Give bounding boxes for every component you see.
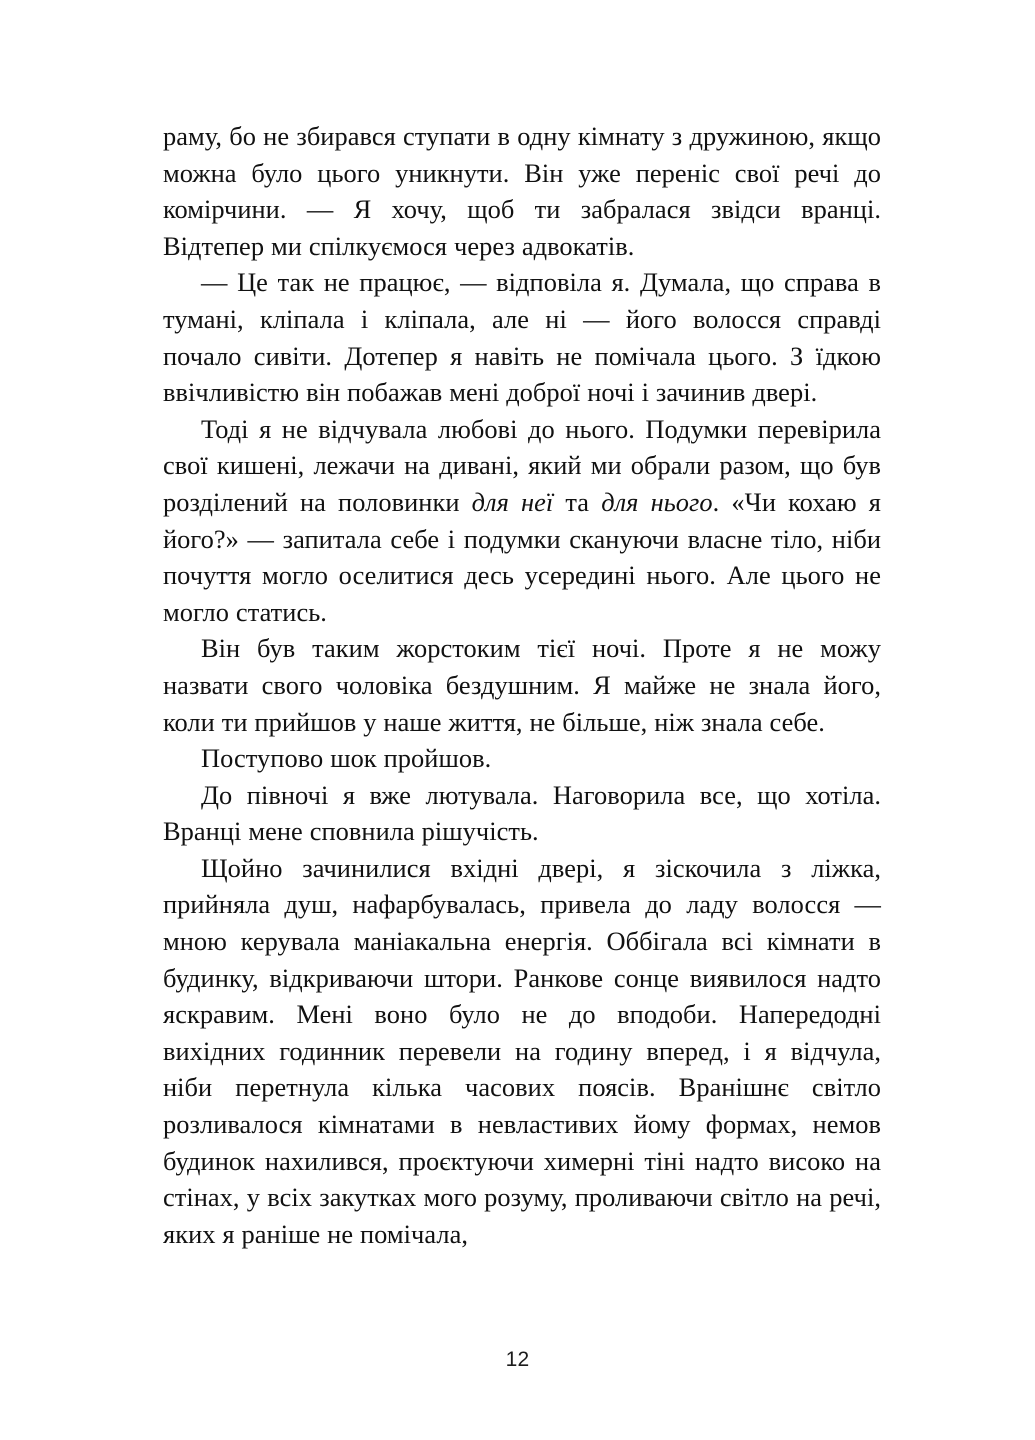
body-paragraph bbox=[163, 740, 881, 777]
body-text: До півночі я вже лютувала. Наговорила все, що хотіла. Вранці мене сповнила рішучість. bbox=[163, 779, 881, 847]
body-text: раму, бо не збирався ступати в одну кімнату з дружиною, якщо можна було цього уникнути. Він уже переніс свої речі до комірчини. — Я хочу, щоб ти забралася звідси вранці. Відтепер ми спілкуємося через адвокатів. bbox=[163, 121, 881, 261]
body-text: Щойно зачинилися вхідні двері, я зіскочила з ліжка, прийняла душ, нафарбувалась, привела до ладу волосся — мною керувала маніакальна енергія. Оббігала всі кімнати в будинку, відкриваючи штори. Ранкове сонце виявилося надто яскравим. Мені воно було не до вподоби. Напередодні вихідних годинник перевели на годину вперед, і я відчула, ніби перетнула кілька часових поясів. Вранішнє світло розливалося кімнатами в невластивих йому формах, немов будинок нахилився, проєктуючи химерні тіні надто високо на стінах, у всіх закутках мого розуму, проливаючи світло на речі, яких я раніше не помічала, bbox=[163, 852, 881, 1249]
body-paragraph bbox=[163, 630, 881, 740]
body-paragraph bbox=[163, 411, 881, 631]
page-text-block bbox=[163, 118, 881, 1252]
body-text: Тоді я не відчувала любові до нього. Подумки перевірила свої кишені, лежачи на дивані, який ми обрали разом, що був розділений на половинки bbox=[163, 413, 881, 517]
emphasis-text: для нього bbox=[601, 486, 713, 517]
page-number: 12 bbox=[505, 1348, 530, 1371]
body-paragraph bbox=[163, 118, 881, 264]
emphasis-text: для неї bbox=[471, 486, 554, 517]
body-text: . «Чи кохаю я його?» — запитала себе і подумки скануючи власне тіло, ніби почуття могло оселитися десь усередині нього. Але цього не могло статись. bbox=[163, 486, 881, 627]
body-paragraph bbox=[163, 850, 881, 1253]
body-text: та bbox=[553, 486, 602, 517]
body-paragraph bbox=[163, 777, 881, 850]
body-text: Поступово шок пройшов. bbox=[201, 743, 492, 774]
body-paragraph bbox=[163, 264, 881, 410]
body-text: — Це так не працює, — відповіла я. Думала, що справа в тумані, кліпала і кліпала, але ні — його волосся справді почало сивіти. Дотепер я навіть не помічала цього. З їдкою ввічливістю він побажав мені доброї ночі і зачинив двері. bbox=[163, 267, 881, 408]
body-text: Він був таким жорстоким тієї ночі. Проте я не можу назвати свого чоловіка бездушним. Я майже не знала його, коли ти прийшов у наше життя, не більше, ніж знала себе. bbox=[163, 633, 881, 737]
